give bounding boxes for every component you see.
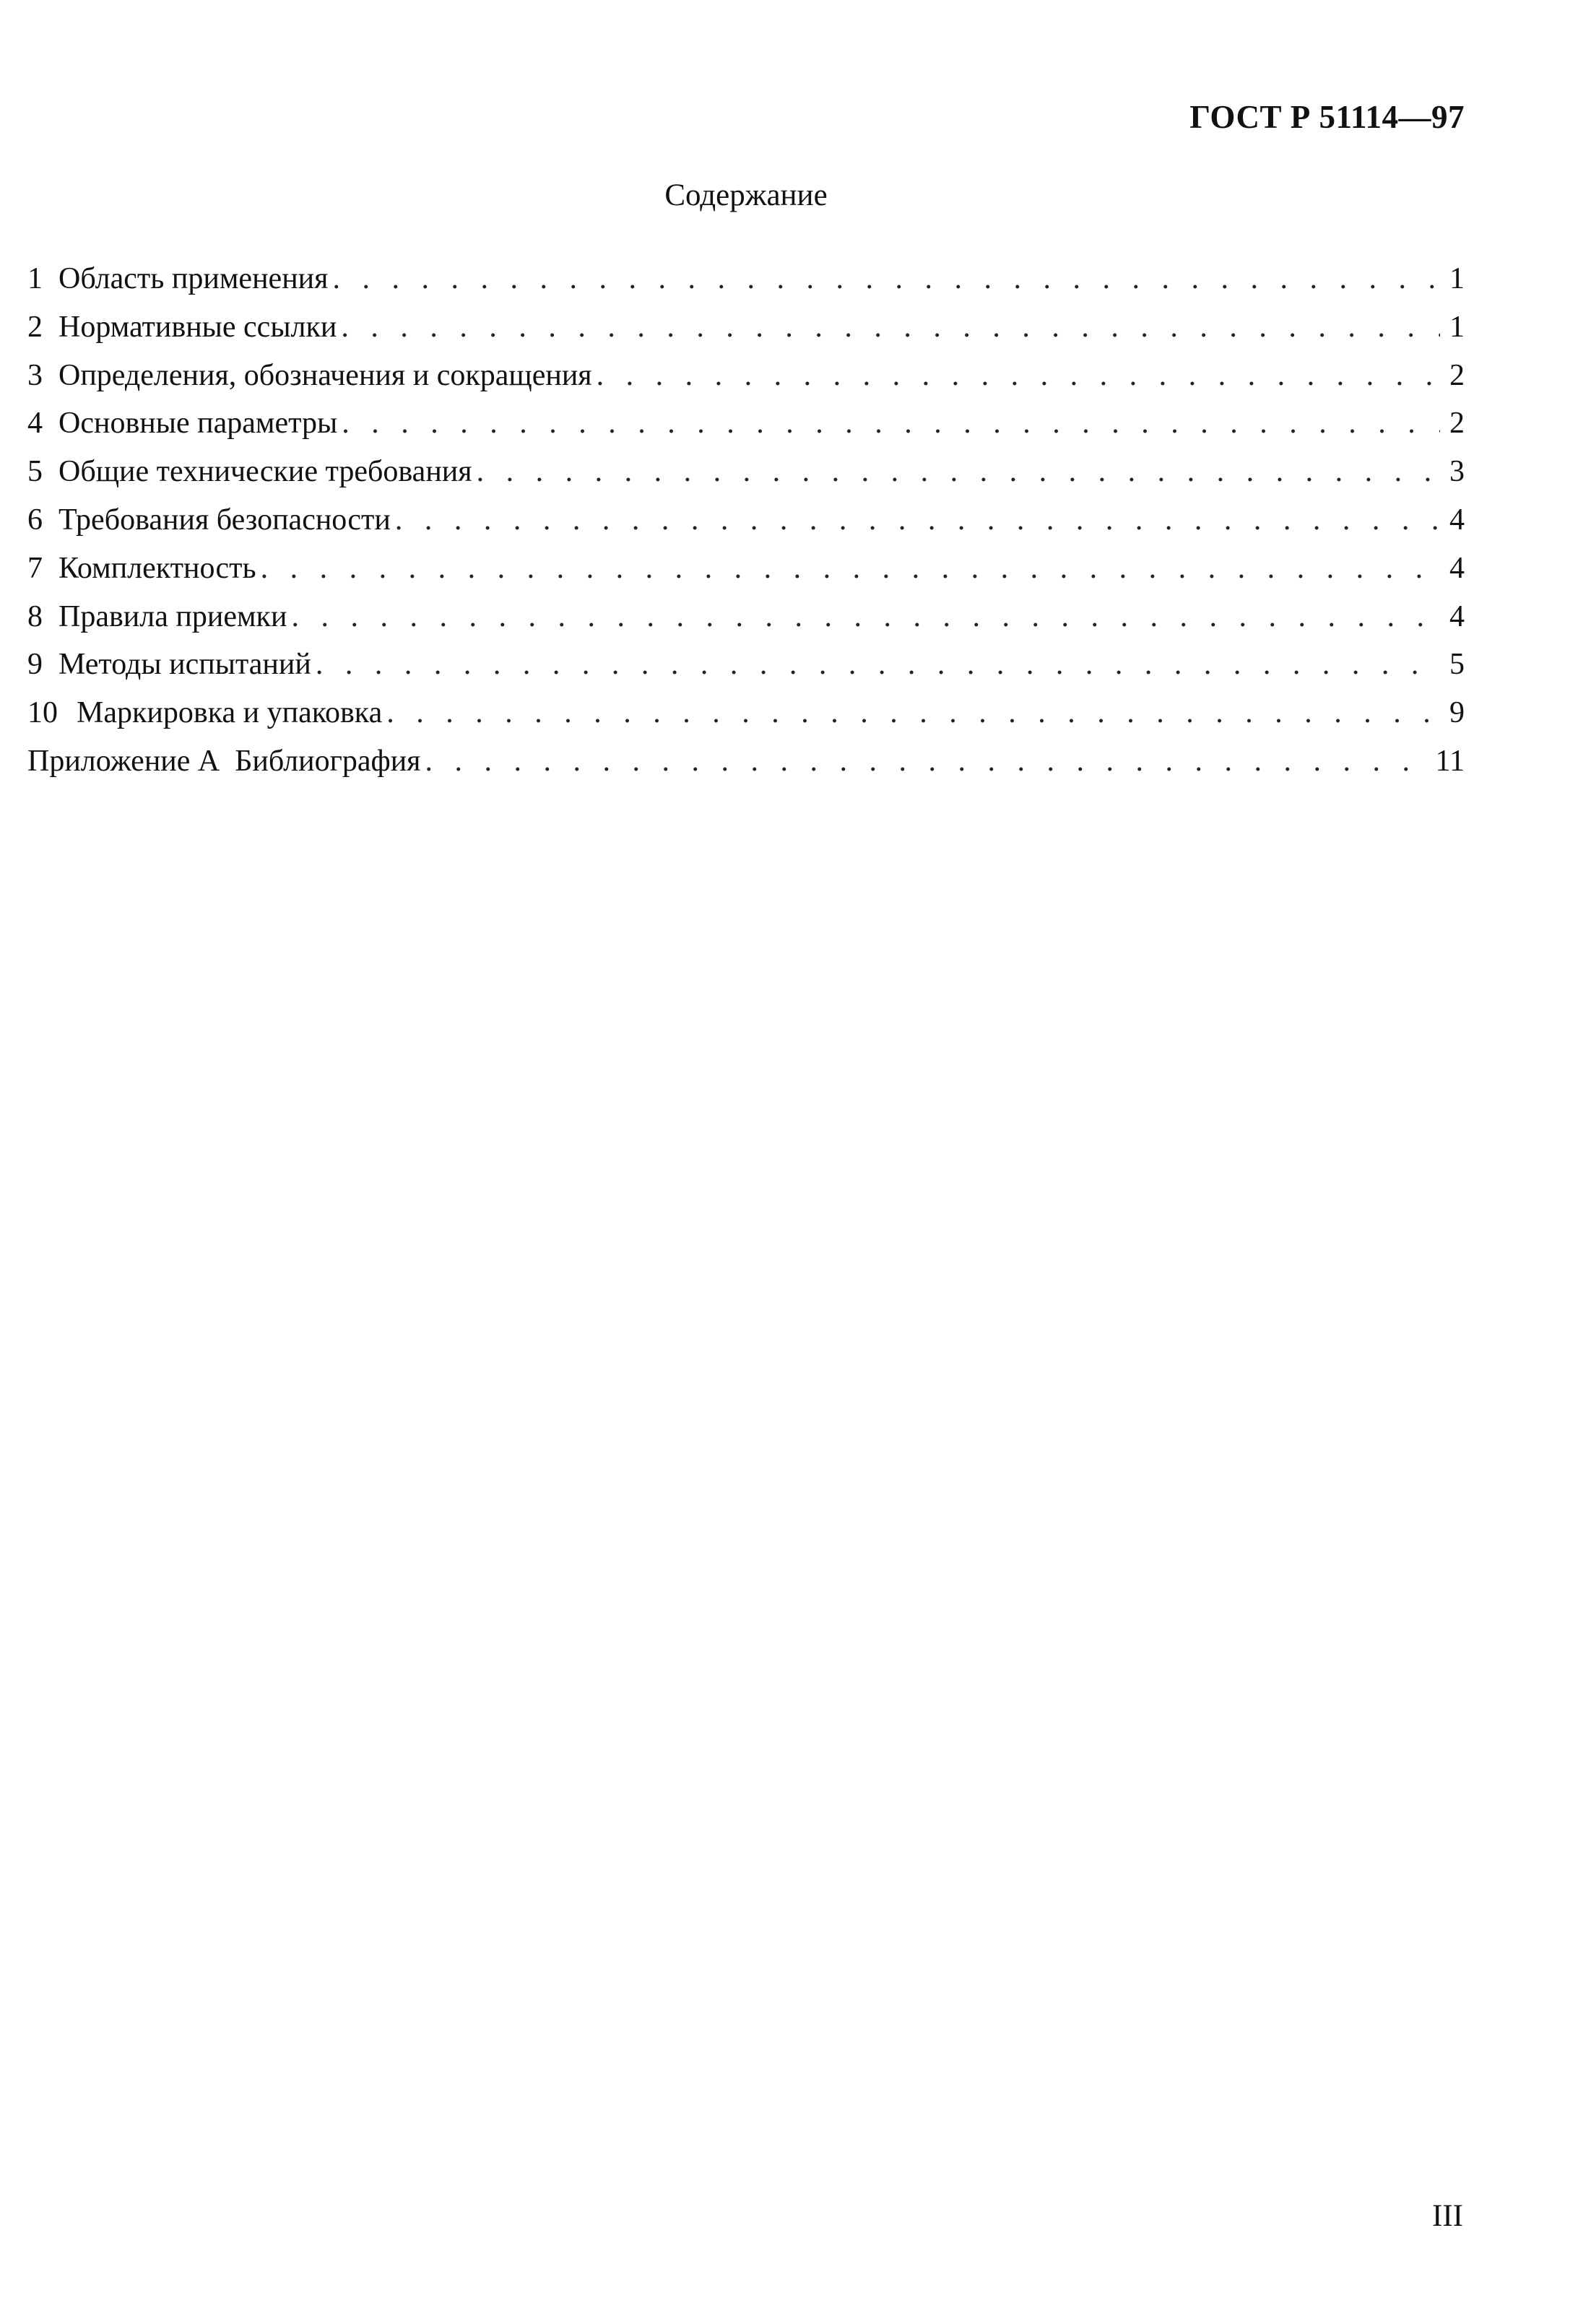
toc-entry-number: 9 (27, 648, 43, 682)
toc-entry[interactable] (27, 255, 1465, 303)
dot-leader (386, 689, 1440, 737)
toc-entry[interactable] (27, 496, 1465, 545)
toc-entry-page: 5 (1449, 648, 1465, 682)
document-code: ГОСТ Р 51114—97 (1189, 99, 1465, 135)
toc-entry-number: 7 (27, 551, 43, 585)
toc-entry-title: Маркировка и упаковка (77, 696, 383, 730)
toc-entry-title: Требования безопасности (58, 503, 391, 537)
dot-leader (261, 545, 1440, 592)
dot-leader (597, 352, 1440, 399)
toc-entry-number: 6 (27, 503, 43, 537)
toc-entry-page: 4 (1449, 503, 1465, 537)
toc-entry-page: 3 (1449, 455, 1465, 489)
toc-entry-title: Область применения (58, 262, 329, 295)
toc-entry-page: 2 (1449, 358, 1465, 392)
toc-entry[interactable] (27, 448, 1465, 496)
toc-entry-page: 9 (1449, 696, 1465, 730)
toc-entry[interactable] (27, 641, 1465, 689)
toc-entry[interactable] (27, 689, 1465, 737)
toc-entry-title: Основные параметры (58, 407, 338, 441)
toc-entry-page: 11 (1435, 744, 1465, 778)
dot-leader (316, 641, 1440, 688)
toc-entry-page: 2 (1449, 407, 1465, 441)
toc-entry-appendix[interactable] (27, 737, 1465, 786)
toc-entry[interactable] (27, 352, 1465, 400)
toc-entry-title: Методы испытаний (58, 648, 311, 682)
toc-entry-number: 8 (27, 599, 43, 633)
toc-entry-number: 1 (27, 262, 43, 295)
toc-entry-title: Нормативные ссылки (58, 310, 337, 344)
toc-entry-page: 1 (1449, 310, 1465, 344)
dot-leader (332, 255, 1440, 303)
toc-entry-title: Определения, обозначения и сокращения (58, 358, 592, 392)
toc-entry-page: 4 (1449, 599, 1465, 633)
dot-leader (342, 399, 1440, 447)
toc-entry-title: Комплектность (58, 551, 256, 585)
toc-entry-page: 1 (1449, 262, 1465, 295)
toc-entry-number: 2 (27, 310, 43, 344)
toc-entry-number: 3 (27, 358, 43, 392)
toc-title: Содержание (664, 178, 828, 212)
toc-entry-title: Правила приемки (58, 599, 287, 633)
toc-entry[interactable] (27, 399, 1465, 448)
dot-leader (291, 593, 1440, 641)
dot-leader (341, 303, 1440, 351)
toc-entry-title: Общие технические требования (58, 455, 472, 489)
dot-leader (395, 496, 1440, 544)
toc-entry-number: 5 (27, 455, 43, 489)
toc-entry-number: 4 (27, 407, 43, 441)
dot-leader (477, 448, 1440, 495)
toc-entry[interactable] (27, 303, 1465, 352)
page-number: III (1432, 2199, 1463, 2233)
toc-entry-page: 4 (1449, 551, 1465, 585)
toc-entry-title: Приложение А Библиография (27, 744, 421, 778)
toc-entry-number: 10 (27, 696, 58, 730)
dot-leader (425, 737, 1428, 785)
toc-entry[interactable] (27, 593, 1465, 641)
table-of-contents (27, 255, 1465, 786)
toc-entry[interactable] (27, 545, 1465, 593)
